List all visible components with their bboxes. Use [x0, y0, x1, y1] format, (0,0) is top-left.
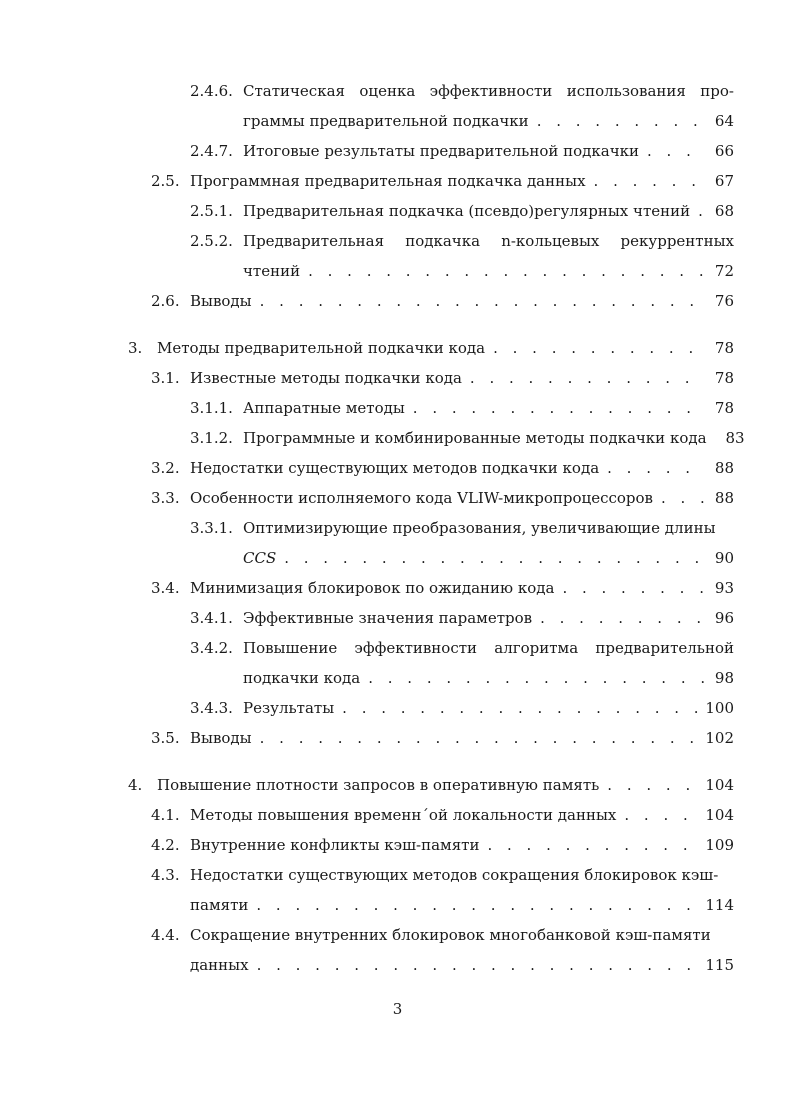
toc-page: 78 — [714, 339, 734, 357]
leader-dots — [342, 699, 699, 717]
toc-entry-3-4-3 — [0, 695, 795, 725]
toc-page: 100 — [705, 699, 734, 717]
toc-title: подкачки кода — [243, 669, 361, 687]
toc-entry-2-4-6 — [0, 78, 795, 108]
leader-dots — [257, 956, 700, 974]
toc-page: 98 — [714, 669, 734, 687]
toc-number: 2.5.1. — [190, 202, 233, 220]
toc-entry-3-4-1 — [0, 605, 795, 635]
toc-title: Оптимизирующие преобразования, увеличивающие длины — [243, 519, 716, 537]
toc-title: Статическая оценка эффективности использования про- — [243, 82, 734, 100]
toc-title: Программная предварительная подкачка данных — [190, 172, 586, 190]
toc-entry-2-4-6-cont — [0, 108, 795, 138]
toc-number: 3.1. — [151, 369, 180, 387]
toc-page: 72 — [714, 262, 734, 280]
toc-page: 104 — [705, 776, 734, 794]
toc-entry-3-4 — [0, 575, 795, 605]
leader-dots — [562, 579, 704, 597]
leader-dots — [661, 489, 704, 507]
toc-entry-2-5-2-cont — [0, 258, 795, 288]
toc-entry-4-4-cont — [0, 952, 795, 982]
toc-page: 90 — [714, 549, 734, 567]
leader-dots — [607, 776, 699, 794]
toc-page: 76 — [714, 292, 734, 310]
toc-entry-4 — [0, 772, 795, 802]
toc-number: 4.2. — [151, 836, 180, 854]
toc-title: Эффективные значения параметров — [243, 609, 533, 627]
toc-title: Результаты — [243, 699, 335, 717]
toc-number: 3.4.1. — [190, 609, 233, 627]
toc-page: 68 — [714, 202, 734, 220]
toc-title: Внутренние конфликты кэш-памяти — [190, 836, 480, 854]
toc-title: Предварительная подкачка n-кольцевых рекуррентных — [243, 232, 734, 250]
toc-number: 3. — [128, 339, 143, 357]
toc-title: данных — [190, 956, 249, 974]
toc-title: Методы повышения временн´ой локальности данных — [190, 806, 617, 824]
leader-dots — [308, 262, 704, 280]
toc-page: 102 — [705, 729, 734, 747]
toc-number: 2.4.6. — [190, 82, 233, 100]
toc-number: 2.4.7. — [190, 142, 233, 160]
toc-entry-3 — [0, 335, 795, 365]
toc-title: Аппаратные методы — [243, 399, 405, 417]
leader-dots — [594, 172, 704, 190]
toc-entry-3-3-1-cont — [0, 545, 795, 575]
toc-title: Сокращение внутренних блокировок многобанковой кэш-памяти — [190, 926, 711, 944]
leader-dots — [537, 112, 704, 130]
toc-title: Минимизация блокировок по ожиданию кода — [190, 579, 555, 597]
toc-page: 96 — [714, 609, 734, 627]
toc-title: Выводы — [190, 729, 252, 747]
toc-page: 93 — [714, 579, 734, 597]
toc-entry-4-3-cont — [0, 892, 795, 922]
toc-entry-3-4-2-cont — [0, 665, 795, 695]
toc-number: 3.4.3. — [190, 699, 233, 717]
toc-number: 3.5. — [151, 729, 180, 747]
toc-number: 4.3. — [151, 866, 180, 884]
toc-title: граммы предварительной подкачки — [243, 112, 529, 130]
toc-title: Известные методы подкачки кода — [190, 369, 462, 387]
toc-entry-2-4-7 — [0, 138, 795, 168]
toc-number: 3.3.1. — [190, 519, 233, 537]
toc-number: 3.4. — [151, 579, 180, 597]
toc-title: Повышение эффективности алгоритма предварительной — [243, 639, 734, 657]
toc-title: Методы предварительной подкачки кода — [157, 339, 486, 357]
leader-dots — [368, 669, 704, 687]
toc-title: Выводы — [190, 292, 252, 310]
toc-page: 78 — [714, 369, 734, 387]
leader-dots — [260, 292, 704, 310]
toc-page: 88 — [714, 459, 734, 477]
leader-dots — [256, 896, 699, 914]
leader-dots — [607, 459, 704, 477]
toc-page: 109 — [705, 836, 734, 854]
toc-number: 4.4. — [151, 926, 180, 944]
toc-number: 2.6. — [151, 292, 180, 310]
toc-entry-3-3 — [0, 485, 795, 515]
toc-number: 3.3. — [151, 489, 180, 507]
toc-page: 78 — [714, 399, 734, 417]
toc-entry-2-5 — [0, 168, 795, 198]
toc-entry-2-5-2 — [0, 228, 795, 258]
toc-title: Недостатки существующих методов сокращения блокировок кэш- — [190, 866, 719, 884]
toc-title: Особенности исполняемого кода VLIW-микропроцессоров — [190, 489, 653, 507]
leader-dots — [647, 142, 704, 160]
toc-entry-3-1-2 — [0, 425, 795, 455]
toc-entry-3-5 — [0, 725, 795, 755]
toc-entry-2-6 — [0, 288, 795, 318]
toc-number: 3.1.1. — [190, 399, 233, 417]
leader-dots — [413, 399, 704, 417]
toc-title: чтений — [243, 262, 301, 280]
toc-page: 64 — [714, 112, 734, 130]
toc-page: 88 — [714, 489, 734, 507]
toc-number: 4.1. — [151, 806, 180, 824]
toc-title: Итоговые результаты предварительной подкачки — [243, 142, 639, 160]
toc-entry-3-3-1 — [0, 515, 795, 545]
toc-entry-3-4-2 — [0, 635, 795, 665]
toc-entry-4-3 — [0, 862, 795, 892]
toc-number: 2.5.2. — [190, 232, 233, 250]
leader-dots — [284, 549, 704, 567]
leader-dots — [260, 729, 700, 747]
toc-entry-3-2 — [0, 455, 795, 485]
leader-dots — [624, 806, 699, 824]
toc-title: Программные и комбинированные методы подкачки кода — [243, 429, 707, 447]
toc-number: 2.5. — [151, 172, 180, 190]
toc-entry-4-4 — [0, 922, 795, 952]
toc-title: Недостатки существующих методов подкачки кода — [190, 459, 600, 477]
toc-page: 114 — [705, 896, 734, 914]
toc-page: 67 — [714, 172, 734, 190]
leader-dots — [470, 369, 704, 387]
toc-title: Предварительная подкачка (псевдо)регулярных чтений — [243, 202, 691, 220]
toc-page: 83 — [725, 429, 745, 447]
toc-number: 3.1.2. — [190, 429, 233, 447]
toc-page: 66 — [714, 142, 734, 160]
leader-dots — [698, 202, 704, 220]
table-of-contents — [0, 78, 795, 982]
toc-page: 115 — [705, 956, 734, 974]
toc-number: 4. — [128, 776, 143, 794]
toc-title: памяти — [190, 896, 249, 914]
toc-entry-2-5-1 — [0, 198, 795, 228]
page-number: 3 — [392, 1000, 403, 1018]
leader-dots — [493, 339, 704, 357]
toc-entry-3-1-1 — [0, 395, 795, 425]
toc-title: Повышение плотности запросов в оперативную память — [157, 776, 600, 794]
toc-page: 104 — [705, 806, 734, 824]
toc-number: 3.2. — [151, 459, 180, 477]
toc-entry-3-1 — [0, 365, 795, 395]
leader-dots — [540, 609, 704, 627]
toc-number: 3.4.2. — [190, 639, 233, 657]
leader-dots — [487, 836, 699, 854]
toc-title: CCS — [243, 549, 277, 567]
toc-entry-4-2 — [0, 832, 795, 862]
toc-entry-4-1 — [0, 802, 795, 832]
